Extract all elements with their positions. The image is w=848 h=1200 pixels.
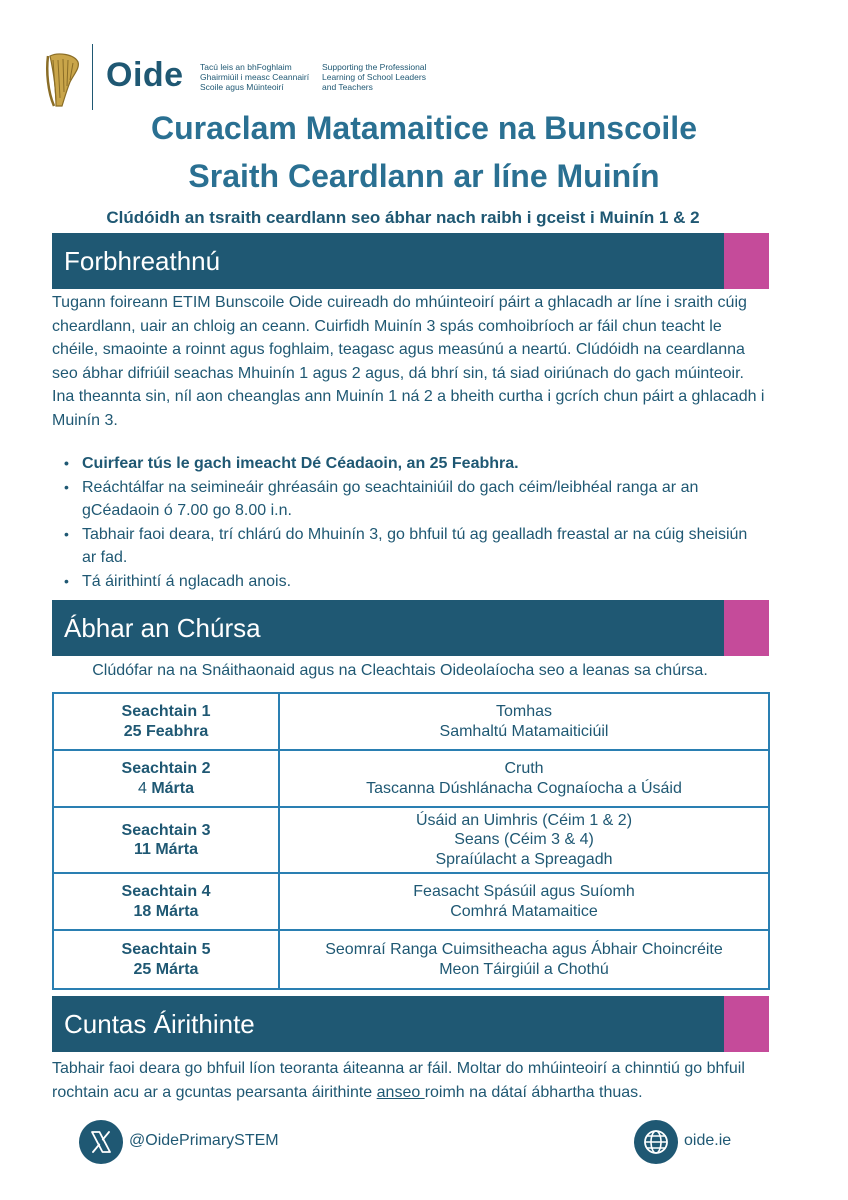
- booking-paragraph: Tabhair faoi deara go bhfuil líon teoranta áiteanna ar fáil. Moltar do mhúinteoirí a chinntiú go bhfuil rochtain acu ar a gcuntas pearsanta áirithinte anseo roimh na dátaí ábhartha thuas.: [52, 1060, 745, 1101]
- tagline-english: Supporting the Professional Learning of School Leaders and Teachers: [322, 62, 427, 92]
- topics-cell: Cruth Tascanna Dúshlánacha Cognaíocha a Úsáid: [279, 750, 769, 807]
- schedule-table: [52, 692, 770, 990]
- logo-divider: [92, 44, 93, 110]
- twitter-handle[interactable]: @OidePrimarySTEM: [129, 1132, 279, 1149]
- section-header-booking-account: [52, 996, 769, 1052]
- globe-icon: [634, 1120, 678, 1164]
- week-cell: Seachtain 3 11 Márta: [53, 807, 279, 873]
- section-header-overview: [52, 233, 769, 289]
- table-row: [53, 693, 769, 750]
- overview-paragraph: Tugann foireann ETIM Bunscoile Oide cuireadh do mhúinteoirí páirt a ghlacadh ar líne i sraith cúig cheardlann, uair an chloig an ceann. Cuirfidh Muinín 3 spás comhoibríoch ar fáil chun teacht le chéile, smaointe a roinnt agus foghlaim, teagasc agus measúnú a neartú. Clúdóidh na ceardlanna seo ábhar difriúil seachas Mhuinín 1 agus 2 agus, dá bhrí sin, tá siad oiriúnach do gach múinteoir. Ina theannta sin, níl aon cheanglas ann Muinín 1 ná 2 a bheith curtha i gcrích chun páirt a ghlacadh i Muinín 3.: [52, 294, 765, 429]
- accent-block: [724, 996, 769, 1052]
- booking-link[interactable]: anseo: [376, 1083, 425, 1101]
- course-intro: Clúdófar na na Snáithaonaid agus na Cleachtais Oideolaíocha seo a leanas sa chúrsa.: [92, 662, 708, 679]
- website-url[interactable]: oide.ie: [684, 1132, 732, 1149]
- table-row: [53, 750, 769, 807]
- brand-name: Oide: [106, 56, 184, 94]
- page-title-line1: Curaclam Matamaitice na Bunscoile: [151, 110, 697, 146]
- table-row: [53, 807, 769, 873]
- section-title: Cuntas Áirithinte: [64, 1009, 255, 1039]
- table-row: [53, 873, 769, 930]
- page-title-line2: Sraith Ceardlann ar líne Muinín: [188, 158, 660, 194]
- harp-icon: [44, 52, 82, 108]
- week-cell: Seachtain 1 25 Feabhra: [53, 693, 279, 750]
- week-cell: Seachtain 2 4 Márta: [53, 750, 279, 807]
- bullet-item: • Cuirfear tús le gach imeacht Dé Céadaoin, an 25 Feabhra.: [64, 452, 764, 476]
- topics-cell: Seomraí Ranga Cuimsitheacha agus Ábhair Choincréite Meon Táirgiúil a Chothú: [279, 930, 769, 989]
- section-header-course-content: [52, 600, 769, 656]
- topics-cell: Úsáid an Uimhris (Céim 1 & 2) Seans (Céim 3 & 4) Spraíúlacht a Spreagadh: [279, 807, 769, 873]
- section-title: Ábhar an Chúrsa: [64, 613, 261, 643]
- x-logo-icon: [79, 1120, 123, 1164]
- page-subtitle: Clúdóidh an tsraith ceardlann seo ábhar nach raibh i gceist i Muinín 1 & 2: [106, 208, 700, 227]
- section-title: Forbhreathnú: [64, 246, 221, 276]
- accent-block: [724, 600, 769, 656]
- week-cell: Seachtain 5 25 Márta: [53, 930, 279, 989]
- bullet-item: • Tabhair faoi deara, trí chlárú do Mhuinín 3, go bhfuil tú ag gealladh freastal ar na cúig sheisiún ar fad.: [64, 523, 764, 570]
- table-row: [53, 930, 769, 989]
- week-cell: Seachtain 4 18 Márta: [53, 873, 279, 930]
- oide-logo: [44, 44, 464, 110]
- topics-cell: Tomhas Samhaltú Matamaiticiúil: [279, 693, 769, 750]
- overview-bullets: [64, 452, 764, 593]
- accent-block: [724, 233, 769, 289]
- topics-cell: Feasacht Spásúil agus Suíomh Comhrá Matamaitice: [279, 873, 769, 930]
- tagline-irish: Tacú leis an bhFoghlaim Ghairmiúil i measc Ceannairí Scoile agus Múinteoirí: [200, 62, 310, 92]
- bullet-item: • Reáchtálfar na seimineáir ghréasáin go seachtainiúil do gach céim/leibhéal ranga ar an gCéadaoin ó 7.00 go 8.00 i.n.: [64, 476, 764, 523]
- bullet-item: • Tá áirithintí á nglacadh anois.: [64, 570, 764, 594]
